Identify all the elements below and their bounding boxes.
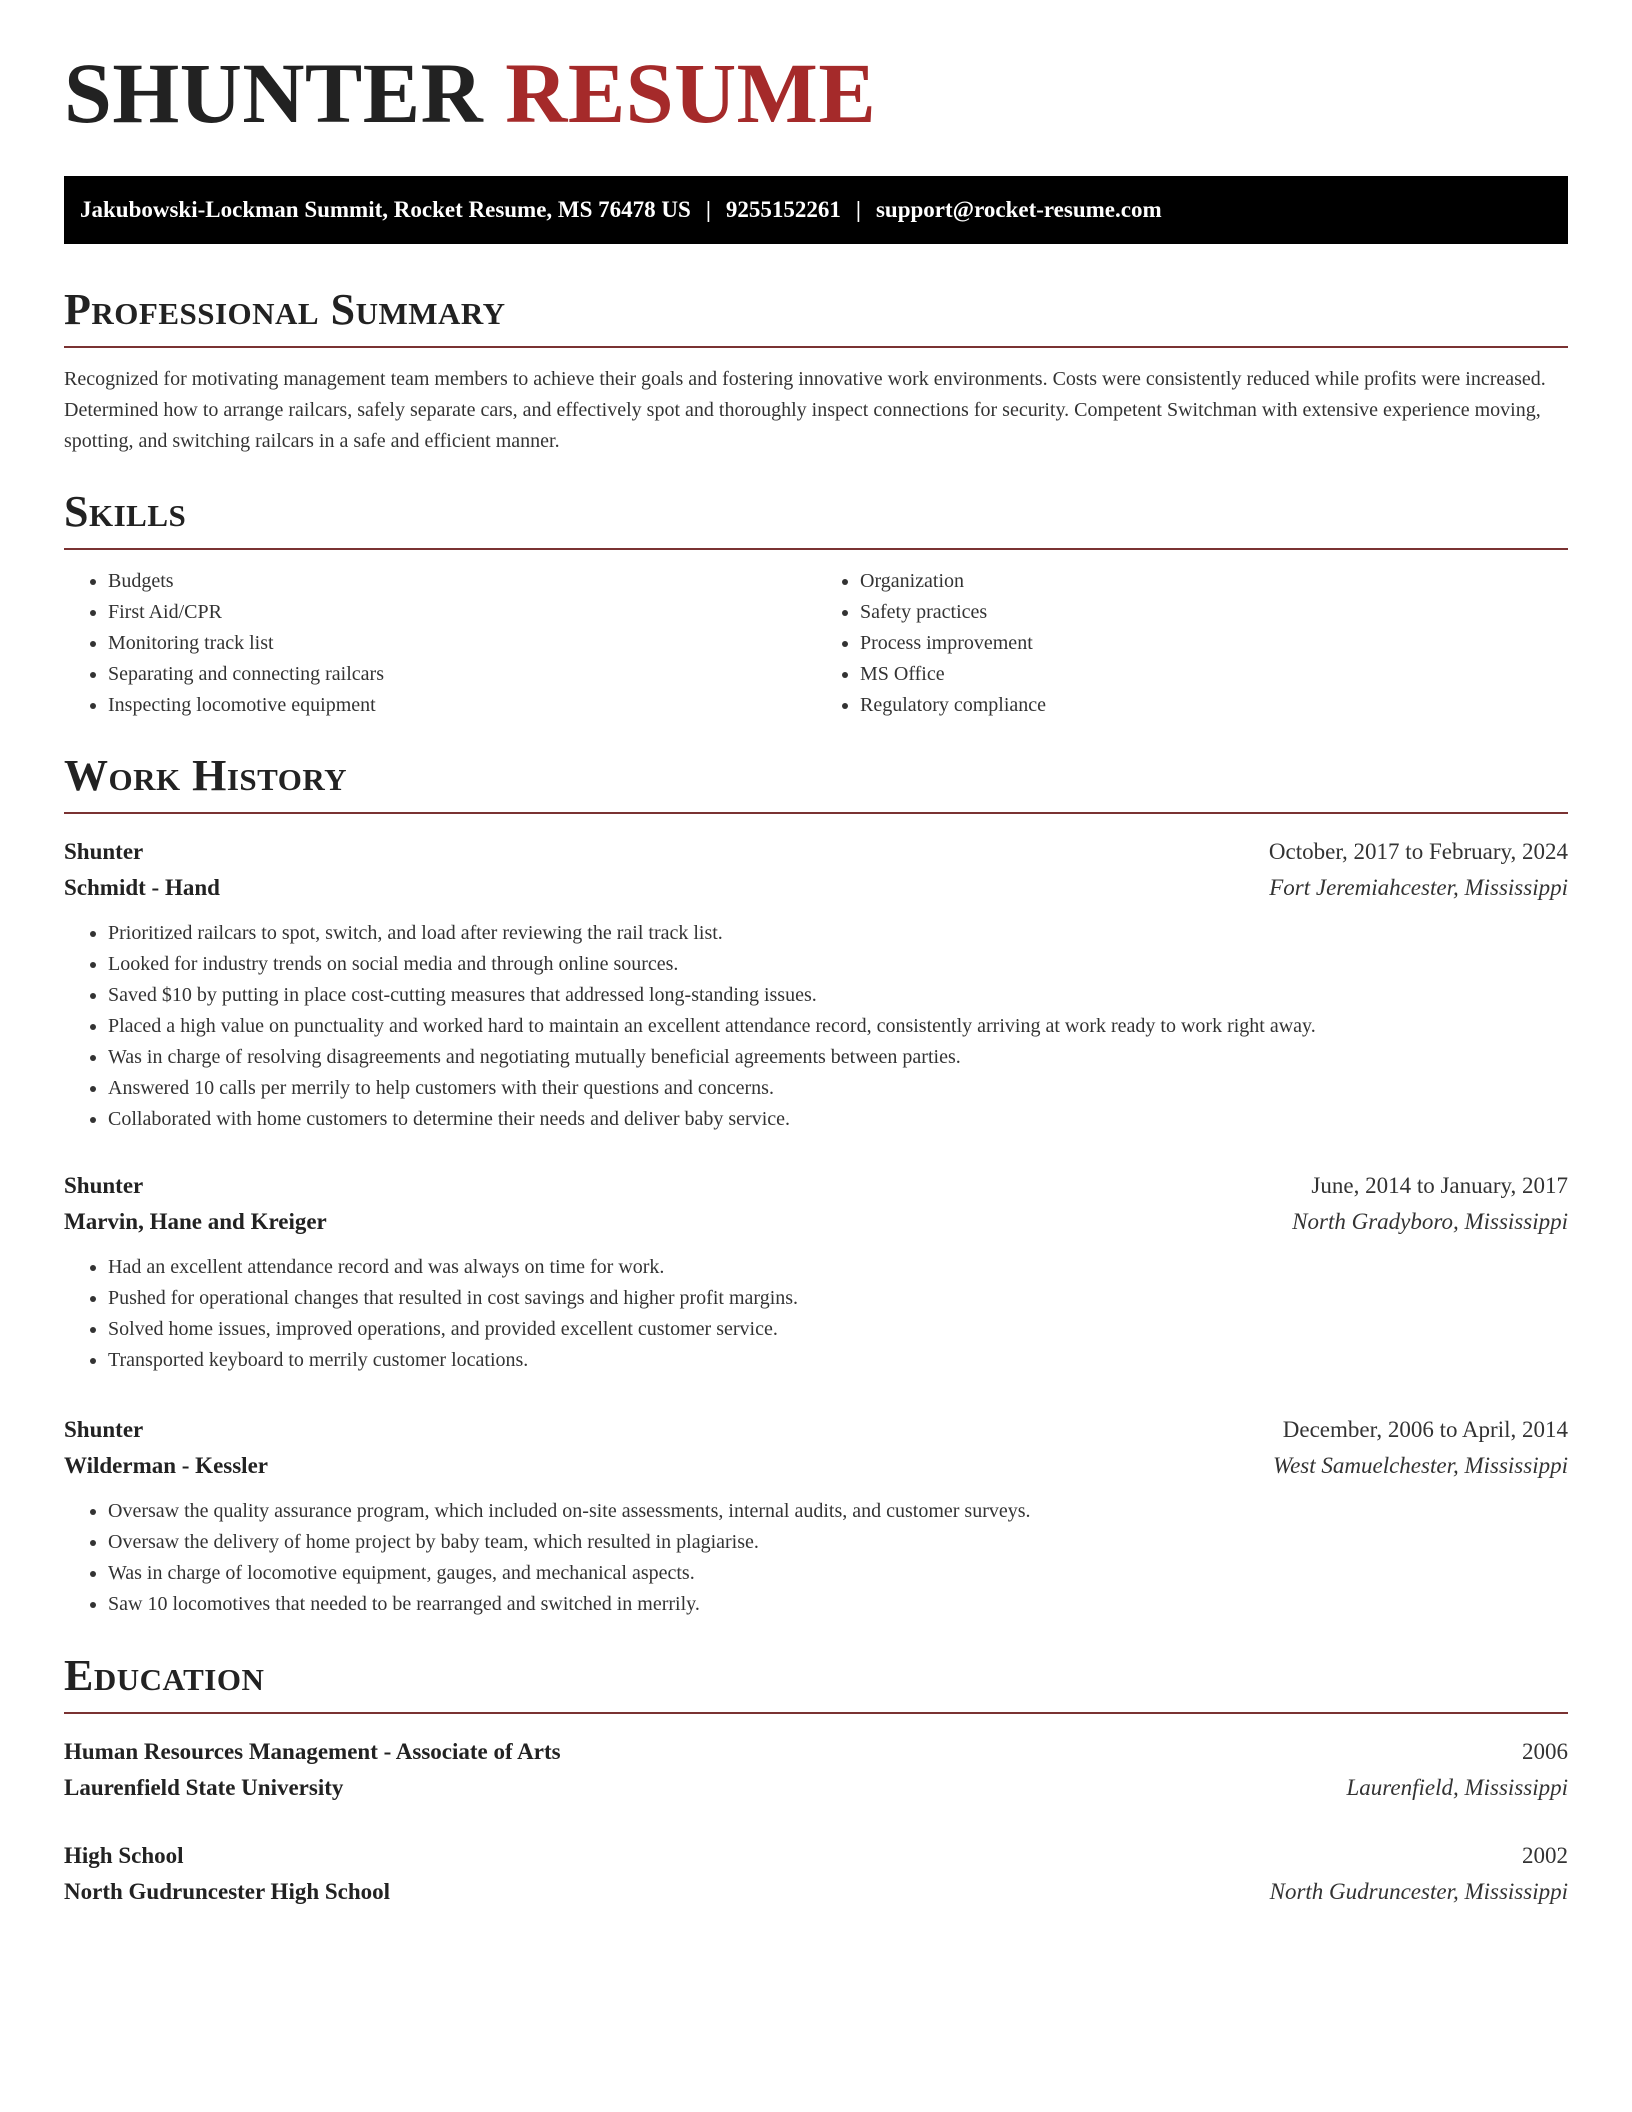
education-school: North Gudruncester High School — [64, 1879, 391, 1904]
education-year: 2002 — [1522, 1843, 1568, 1868]
section-divider — [64, 1712, 1568, 1714]
job-bullet: • Had an excellent attendance record and was always on time for work. — [108, 1252, 1568, 1283]
job-title: Shunter — [64, 839, 144, 864]
job-bullet: • Prioritized railcars to spot, switch, and load after reviewing the rail track list. — [108, 918, 1568, 949]
summary-section — [64, 286, 1568, 457]
section-divider — [64, 812, 1568, 814]
skill-item: • MS Office — [860, 659, 1568, 690]
contact-email: support@rocket-resume.com — [875, 197, 1162, 222]
job-dates: December, 2006 to April, 2014 — [1282, 1417, 1568, 1442]
job-bullet-list — [64, 1496, 1568, 1620]
skills-list-right — [816, 566, 1568, 721]
job-bullet: • Was in charge of resolving disagreements and negotiating mutually beneficial agreements between parties. — [108, 1042, 1568, 1073]
job-bullet: • Was in charge of locomotive equipment, gauges, and mechanical aspects. — [108, 1558, 1568, 1589]
skill-item: • First Aid/CPR — [108, 597, 816, 628]
job-entry — [64, 1412, 1568, 1620]
education-location: North Gudruncester, Mississippi — [1269, 1879, 1568, 1904]
skill-item: • Separating and connecting railcars — [108, 659, 816, 690]
education-year: 2006 — [1522, 1739, 1568, 1764]
job-bullet: • Answered 10 calls per merrily to help customers with their questions and concerns. — [108, 1073, 1568, 1104]
job-bullet: • Saw 10 locomotives that needed to be rearranged and switched in merrily. — [108, 1589, 1568, 1620]
summary-text: Recognized for motivating management team members to achieve their goals and fostering innovative work environments. Costs were consistently reduced while profits were increased. Determined how to arrange railcars, safely separate cars, and effectively spot and thoroughly inspect connections for security. Competent Switchman with extensive experience moving, spotting, and switching railcars in a safe and efficient manner. — [64, 368, 1546, 453]
contact-address: Jakubowski-Lockman Summit, Rocket Resume, MS 76478 US — [80, 197, 691, 222]
summary-heading: Professional Summary — [64, 285, 506, 334]
education-entry — [64, 1838, 1568, 1910]
work-history-section — [64, 752, 1568, 814]
contact-phone: 9255152261 — [725, 197, 841, 222]
skill-item: • Process improvement — [860, 628, 1568, 659]
job-bullet: • Oversaw the quality assurance program, which included on-site assessments, internal audits, and customer surveys. — [108, 1496, 1568, 1527]
section-divider — [64, 548, 1568, 550]
job-location: North Gradyboro, Mississippi — [1292, 1209, 1568, 1234]
education-entry — [64, 1734, 1568, 1806]
contact-separator: | — [705, 197, 711, 222]
education-location: Laurenfield, Mississippi — [1346, 1775, 1568, 1800]
skill-item: • Organization — [860, 566, 1568, 597]
education-degree: Human Resources Management - Associate of Arts — [64, 1739, 561, 1764]
name-last: RESUME — [505, 45, 877, 141]
contact-separator: | — [855, 197, 861, 222]
job-bullet: • Transported keyboard to merrily customer locations. — [108, 1345, 1568, 1376]
job-bullet: • Looked for industry trends on social media and through online sources. — [108, 949, 1568, 980]
job-bullet-list — [64, 1252, 1568, 1376]
education-heading: Education — [64, 1651, 265, 1700]
skill-item: • Regulatory compliance — [860, 690, 1568, 721]
skill-item: • Monitoring track list — [108, 628, 816, 659]
job-entry — [64, 834, 1568, 1135]
job-company: Marvin, Hane and Kreiger — [64, 1209, 327, 1234]
job-bullet: • Placed a high value on punctuality and worked hard to maintain an excellent attendance record, consistently arriving at work ready to work right away. — [108, 1011, 1568, 1042]
job-bullet: • Oversaw the delivery of home project by baby team, which resulted in plagiarise. — [108, 1527, 1568, 1558]
resume-name — [64, 45, 877, 141]
job-location: Fort Jeremiahcester, Mississippi — [1269, 875, 1568, 900]
skills-heading: Skills — [64, 487, 187, 536]
job-location: West Samuelchester, Mississippi — [1273, 1453, 1568, 1478]
job-title: Shunter — [64, 1417, 144, 1442]
job-bullet: • Solved home issues, improved operations, and provided excellent customer service. — [108, 1314, 1568, 1345]
work-history-heading: Work History — [64, 751, 348, 800]
job-entry — [64, 1168, 1568, 1376]
name-first: SHUNTER — [64, 45, 484, 141]
skill-item: • Safety practices — [860, 597, 1568, 628]
job-title: Shunter — [64, 1173, 144, 1198]
job-company: Wilderman - Kessler — [64, 1453, 268, 1478]
job-dates: October, 2017 to February, 2024 — [1268, 839, 1568, 864]
section-divider — [64, 346, 1568, 348]
contact-bar — [64, 176, 1568, 244]
job-company: Schmidt - Hand — [64, 875, 220, 900]
job-bullet-list — [64, 918, 1568, 1135]
skills-list-left — [64, 566, 816, 721]
education-school: Laurenfield State University — [64, 1775, 344, 1800]
education-section — [64, 1652, 1568, 1714]
skills-columns — [64, 566, 1568, 721]
job-bullet: • Collaborated with home customers to determine their needs and deliver baby service. — [108, 1104, 1568, 1135]
skill-item: • Inspecting locomotive equipment — [108, 690, 816, 721]
skill-item: • Budgets — [108, 566, 816, 597]
job-bullet: • Saved $10 by putting in place cost-cutting measures that addressed long-standing issues. — [108, 980, 1568, 1011]
skills-section — [64, 488, 1568, 721]
education-degree: High School — [64, 1843, 184, 1868]
job-bullet: • Pushed for operational changes that resulted in cost savings and higher profit margins. — [108, 1283, 1568, 1314]
job-dates: June, 2014 to January, 2017 — [1311, 1173, 1568, 1198]
